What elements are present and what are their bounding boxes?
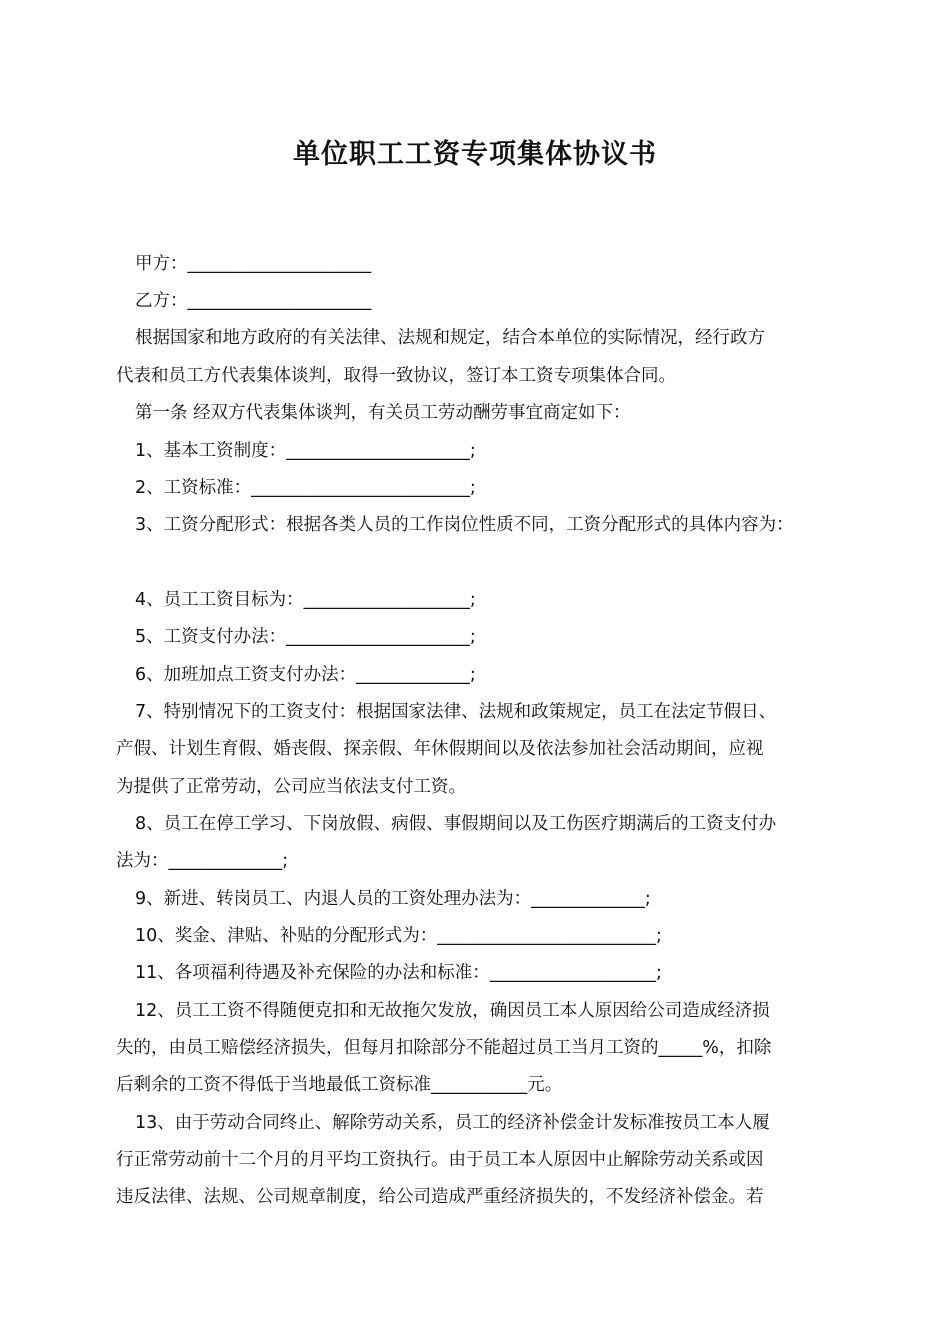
clause-line: 1、基本工资制度：_____________________; [135, 441, 476, 461]
clause-line: 9、新进、转岗员工、内退人员的工资处理办法为：_____________; [135, 889, 651, 909]
clause-line: 4、员工工资目标为：___________________; [135, 590, 476, 610]
preamble-line: 代表和员工方代表集体谈判，取得一致协议，签订本工资专项集体合同。 [116, 366, 676, 386]
clause-line: 产假、计划生育假、婚丧假、探亲假、年休假期间以及依法参加社会活动期间，应视 [116, 739, 764, 759]
clause-line: 12、员工工资不得随便克扣和无故拖欠发放，确因员工本人原因给公司造成经济损 [135, 1001, 770, 1021]
clause-line: 7、特别情况下的工资支付：根据国家法律、法规和政策规定，员工在法定节假日、 [135, 702, 777, 722]
clause-line: 失的，由员工赔偿经济损失，但每月扣除部分不能超过员工当月工资的_____%，扣除 [116, 1038, 772, 1058]
clause-line: 5、工资支付办法：_____________________; [135, 627, 476, 647]
preamble-line: 根据国家和地方政府的有关法律、法规和规定，结合本单位的实际情况，经行政方 [135, 328, 765, 348]
clause-line: 行正常劳动前十二个月的月平均工资执行。由于员工本人原因中止解除劳动关系或因 [116, 1150, 764, 1170]
party-a-line: 甲方：_____________________ [135, 254, 372, 274]
clause-line: 违反法律、法规、公司规章制度，给公司造成严重经济损失的，不发经济补偿金。若 [116, 1187, 764, 1207]
clause-line: 后剩余的工资不得低于当地最低工资标准___________元。 [116, 1075, 563, 1095]
clause-line: 2、工资标准：_________________________; [135, 478, 476, 498]
party-b-line: 乙方：_____________________ [135, 291, 372, 311]
clause-line: 6、加班加点工资支付办法：_____________; [135, 665, 476, 685]
clause-line: 10、奖金、津贴、补贴的分配形式为：_________________________; [135, 926, 662, 946]
article-1-heading: 第一条 经双方代表集体谈判，有关员工劳动酬劳事宜商定如下： [135, 403, 631, 423]
clause-line: 为提供了正常劳动，公司应当依法支付工资。 [116, 777, 466, 797]
document-title: 单位职工工资专项集体协议书 [293, 139, 657, 170]
clause-line: 8、员工在停工学习、下岗放假、病假、事假期间以及工伤医疗期满后的工资支付办 [135, 814, 777, 834]
clause-line: 3、工资分配形式：根据各类人员的工作岗位性质不同，工资分配形式的具体内容为： [135, 515, 794, 535]
clause-line: 13、由于劳动合同终止、解除劳动关系，员工的经济补偿金计发标准按员工本人履 [135, 1113, 770, 1133]
clause-line: 11、各项福利待遇及补充保险的办法和标准：___________________; [135, 963, 662, 983]
clause-line: 法为：_____________; [116, 851, 289, 871]
